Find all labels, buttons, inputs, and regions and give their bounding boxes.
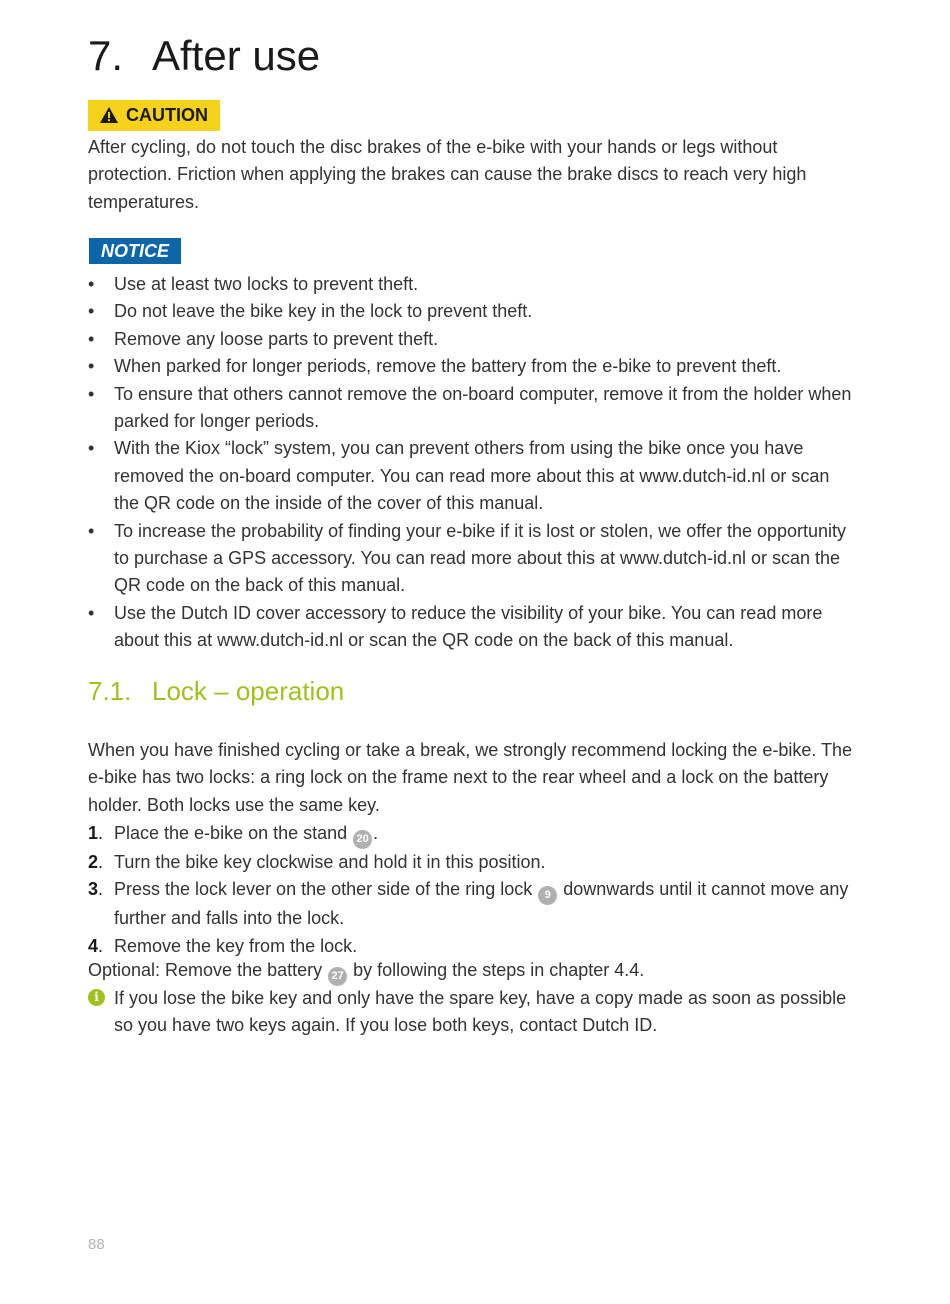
info-note [88, 985, 858, 1040]
section-title: Lock – operation [152, 676, 345, 706]
step-item: 2. Turn the bike key clockwise and hold it in this position. [88, 852, 546, 872]
chapter-title: After use [152, 32, 321, 79]
step-item: 1. Place the e-bike on the stand 20 . [88, 820, 858, 849]
list-item: • Use the Dutch ID cover accessory to reduce the visibility of your bike. You can read more about this at www.dutch-id.nl or scan the QR code on the back of this manual. [88, 602, 823, 651]
optional-step: Optional: Remove the battery 27 by following the steps in chapter 4.4. [88, 957, 858, 986]
list-item: • Do not leave the bike key in the lock to prevent theft. [88, 301, 533, 322]
list-item: • To ensure that others cannot remove the on-board computer, remove it from the holder when parked for longer periods. [88, 383, 852, 432]
info-text: If you lose the bike key and only have the spare key, have a copy made as soon as possible so you have two keys again. If you lose both keys, contact Dutch ID. [114, 988, 847, 1036]
section-heading [88, 676, 344, 707]
chapter-heading [88, 32, 320, 80]
notice-label: NOTICE [101, 241, 170, 261]
caution-text: After cycling, do not touch the disc brakes of the e-bike with your hands or legs without protection. Friction when applying the brakes can cause the brake discs to reach very high temperatures. [88, 137, 807, 212]
reference-number-badge: 20 [353, 830, 372, 849]
caution-label: CAUTION [126, 105, 208, 125]
step-item: 3. Press the lock lever on the other side of the ring lock 9 downwards until it cannot move any further and falls into the lock. [88, 879, 849, 929]
list-item: • Use at least two locks to prevent theft. [88, 274, 419, 294]
warning-triangle-icon [100, 107, 118, 123]
chapter-number: 7. [88, 32, 124, 79]
list-item: • To increase the probability of finding your e-bike if it is lost or stolen, we offer the opportunity to purchase a GPS accessory. You can read more about this at www.dutch-id.nl or scan the QR code on the back of this manual. [88, 520, 847, 596]
reference-number-badge: 9 [538, 886, 557, 905]
step-item: 4. Remove the key from the lock. [88, 935, 358, 956]
list-item: • When parked for longer periods, remove the battery from the e-bike to prevent theft. [88, 356, 782, 377]
info-icon: i [88, 989, 105, 1006]
section-intro: When you have finished cycling or take a break, we strongly recommend locking the e-bike. The e-bike has two locks: a ring lock on the frame next to the rear wheel and a lock on the battery holder. Both locks use the same key. [88, 740, 853, 815]
list-item: • With the Kiox “lock” system, you can prevent others from using the bike once you have removed the on-board computer. You can read more about this at www.dutch-id.nl or scan the QR code on the inside of the cover of this manual. [88, 438, 830, 514]
notice-list [88, 271, 858, 655]
notice-badge [89, 238, 181, 264]
page-number: 88 [88, 1236, 105, 1253]
reference-number-badge: 27 [328, 967, 347, 986]
section-number: 7.1. [88, 676, 132, 706]
caution-badge [88, 100, 220, 131]
steps-list [88, 820, 858, 960]
list-item: • Remove any loose parts to prevent theft. [88, 328, 439, 349]
